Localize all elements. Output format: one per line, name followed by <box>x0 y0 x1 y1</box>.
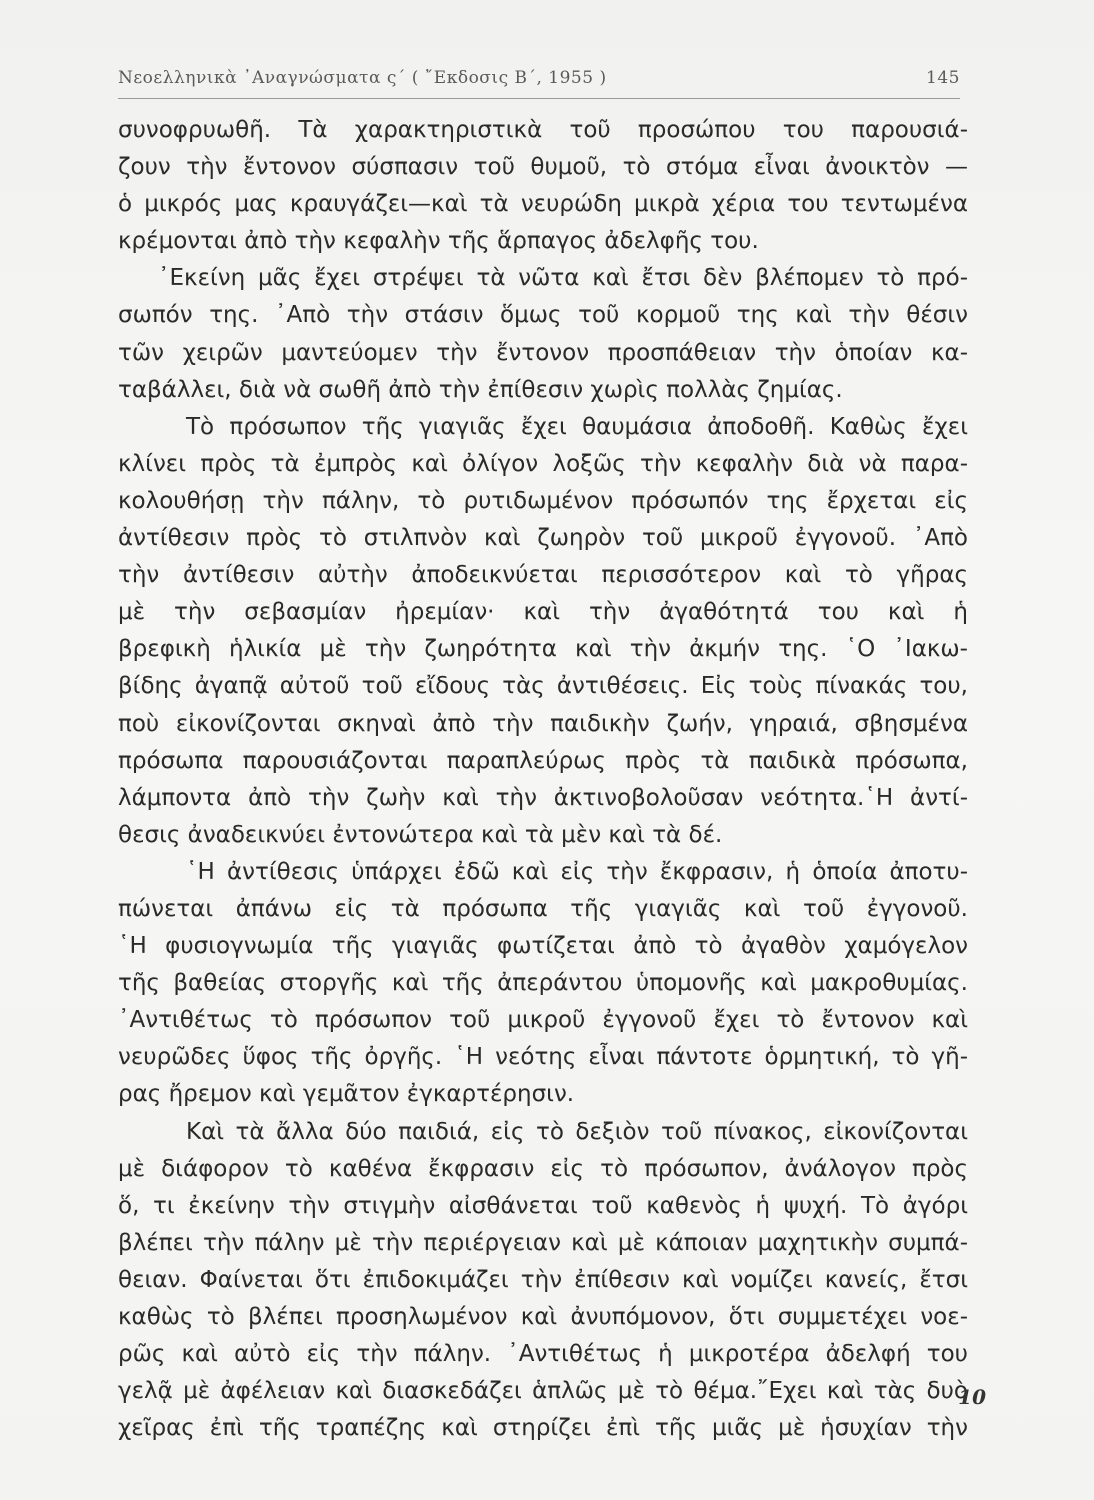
text-line: ᾿Αντιθέτως τὸ πρόσωπον τοῦ μικροῦ ἐγγονοῦ ἔχει τὸ ἔντονον καὶ <box>118 1007 968 1034</box>
text-line: πώνεται ἀπάνω εἰς τὰ πρόσωπα τῆς γιαγιᾶς καὶ τοῦ ἐγγονοῦ. <box>118 895 968 922</box>
text-line: κολουθήσῃ τὴν πάλην, τὸ ρυτιδωμένον πρόσωπόν της ἔρχεται εἰς <box>118 487 968 514</box>
text-line: σωπόν της. ᾿Απὸ τὴν στάσιν ὅμως τοῦ κορμοῦ της καὶ τὴν θέσιν <box>118 302 968 329</box>
text-line: ὁ μικρός μας κραυγάζει—καὶ τὰ νευρώδη μικρὰ χέρια του τεντωμένα <box>118 191 968 218</box>
text-line: θεσις ἀναδεικνύει ἐντονώτερα καὶ τὰ μὲν καὶ τὰ δέ. <box>118 821 723 848</box>
text-line: τὴν ἀντίθεσιν αὐτὴν ἀποδεικνύεται περισσότερον καὶ τὸ γῆρας <box>118 562 968 589</box>
text-line: μὲ διάφορον τὸ καθένα ἔκφρασιν εἰς τὸ πρόσωπον, ἀνάλογον πρὸς <box>118 1155 968 1182</box>
text-line: ῾Η φυσιογνωμία τῆς γιαγιᾶς φωτίζεται ἀπὸ τὸ ἀγαθὸν χαμόγελον <box>118 933 968 960</box>
text-line: ῾Η ἀντίθεσις ὑπάρχει ἐδῶ καὶ εἰς τὴν ἔκφρασιν, ἡ ὁποία ἀποτυ- <box>186 858 968 885</box>
text-line: λάμποντα ἀπὸ τὴν ζωὴν καὶ τὴν ἀκτινοβολοῦσαν νεότητα.῾Η ἀντί- <box>118 784 968 811</box>
text-line: ζουν τὴν ἔντονον σύσπασιν τοῦ θυμοῦ, τὸ στόμα εἶναι ἀνοικτὸν — <box>118 154 968 181</box>
running-header <box>118 68 960 98</box>
text-line: ποὺ εἰκονίζονται σκηναὶ ἀπὸ τὴν παιδικὴν ζωήν, γηραιά, σβησμένα <box>118 710 968 737</box>
text-line: πρόσωπα παρουσιάζονται παραπλεύρως πρὸς τὰ παιδικὰ πρόσωπα, <box>118 747 968 774</box>
text-line: βίδης ἀγαπᾷ αὐτοῦ τοῦ εἴδους τὰς ἀντιθέσεις. Εἰς τοὺς πίνακάς του, <box>118 673 968 700</box>
text-line: συνοφρυωθῆ. Τὰ χαρακτηριστικὰ τοῦ προσώπου του παρουσιά- <box>118 117 968 143</box>
header-rule <box>118 98 960 99</box>
text-line: τῶν χειρῶν μαντεύομεν τὴν ἔντονον προσπάθειαν τὴν ὁποίαν κα- <box>118 339 968 366</box>
page-number: 145 <box>926 68 960 88</box>
text-line: ταβάλλει, διὰ νὰ σωθῆ ἀπὸ τὴν ἐπίθεσιν χωρὶς πολλὰς ζημίας. <box>118 376 843 403</box>
text-line: μὲ τὴν σεβασμίαν ἠρεμίαν· καὶ τὴν ἀγαθότητά του καὶ ἡ <box>118 599 968 626</box>
text-line: ρας ἤρεμον καὶ γεμᾶτον ἐγκαρτέρησιν. <box>118 1081 575 1108</box>
text-line: κλίνει πρὸς τὰ ἐμπρὸς καὶ ὀλίγον λοξῶς τὴν κεφαλὴν διὰ νὰ παρα- <box>118 450 968 477</box>
body-text <box>118 112 968 1447</box>
signature-mark: 10 <box>958 1385 986 1409</box>
text-line: Καὶ τὰ ἄλλα δύο παιδιά, εἰς τὸ δεξιὸν τοῦ πίνακος, εἰκονίζονται <box>186 1118 968 1145</box>
text-line: θειαν. Φαίνεται ὅτι ἐπιδοκιμάζει τὴν ἐπίθεσιν καὶ νομίζει κανείς, ἔτσι <box>118 1266 968 1293</box>
text-line: ἀντίθεσιν πρὸς τὸ στιλπνὸν καὶ ζωηρὸν τοῦ μικροῦ ἐγγονοῦ. ᾿Απὸ <box>118 525 968 552</box>
text-line: ᾿Εκείνη μᾶς ἔχει στρέψει τὰ νῶτα καὶ ἔτσι δὲν βλέπομεν τὸ πρό- <box>158 265 968 292</box>
text-line: κρέμονται ἀπὸ τὴν κεφαλὴν τῆς ἅρπαγος ἀδελφῆς του. <box>118 228 759 255</box>
text-line: γελᾷ μὲ ἀφέλειαν καὶ διασκεδάζει ἁπλῶς μὲ τὸ θέμα.῎Εχει καὶ τὰς δυὸ <box>118 1378 968 1405</box>
text-line: ὅ, τι ἐκείνην τὴν στιγμὴν αἰσθάνεται τοῦ καθενὸς ἡ ψυχή. Τὸ ἀγόρι <box>118 1192 968 1219</box>
text-line: ρῶς καὶ αὐτὸ εἰς τὴν πάλην. ᾿Αντιθέτως ἡ μικροτέρα ἀδελφή του <box>118 1341 968 1368</box>
text-line: χεῖρας ἐπὶ τῆς τραπέζης καὶ στηρίζει ἐπὶ τῆς μιᾶς μὲ ἡσυχίαν τὴν <box>118 1415 968 1442</box>
running-title: Νεοελληνικὰ ᾿Αναγνώσματα ς΄ ( ῎Εκδοσις Β΄, 1955 ) <box>118 68 607 88</box>
text-line: καθὼς τὸ βλέπει προσηλωμένον καὶ ἀνυπόμονον, ὅτι συμμετέχει νοε- <box>118 1304 968 1330</box>
text-line: βρεφικὴ ἡλικία μὲ τὴν ζωηρότητα καὶ τὴν ἀκμήν της. ῾Ο ᾿Ιακω- <box>118 636 968 663</box>
text-line: νευρῶδες ὕφος τῆς ὀργῆς. ῾Η νεότης εἶναι πάντοτε ὁρμητική, τὸ γῆ- <box>118 1044 968 1071</box>
text-line: βλέπει τὴν πάλην μὲ τὴν περιέργειαν καὶ μὲ κάποιαν μαχητικὴν συμπά- <box>118 1229 968 1256</box>
text-line: Τὸ πρόσωπον τῆς γιαγιᾶς ἔχει θαυμάσια ἀποδοθῆ. Καθὼς ἔχει <box>186 413 968 440</box>
text-line: τῆς βαθείας στοργῆς καὶ τῆς ἀπεράντου ὑπομονῆς καὶ μακροθυμίας. <box>118 970 968 997</box>
